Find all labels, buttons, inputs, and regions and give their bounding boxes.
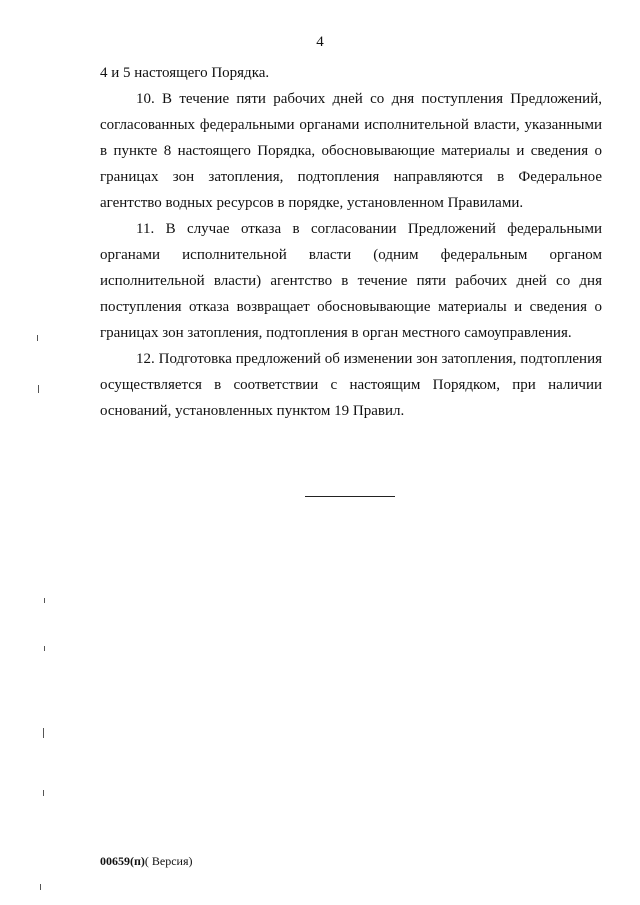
- lead-line: 4 и 5 настоящего Порядка.: [100, 65, 270, 81]
- paragraph-10: 10. В течение пяти рабочих дней со дня поступления Предложений, согласованных федеральными органами исполнительной власти, указанными в пункте 8 настоящего Порядка, обосновывающие материалы и сведения о границах зон затопления, подтопления направляются в Федеральное агентство водных ресурсов в порядке, установленном Правилами.: [100, 91, 602, 211]
- scan-speck: [44, 646, 45, 651]
- scan-speck: [40, 884, 41, 890]
- end-separator-line: [305, 496, 395, 497]
- scan-speck: [43, 790, 44, 796]
- scan-speck: [37, 335, 38, 341]
- scan-speck: [43, 728, 44, 738]
- page-number: 4: [316, 34, 324, 50]
- document-body: [100, 60, 602, 424]
- scan-speck: [44, 598, 45, 603]
- document-code: [100, 854, 193, 869]
- document-code-number: 00659(п): [100, 854, 145, 868]
- paragraph-12: 12. Подготовка предложений об изменении зон затопления, подтопления осуществляется в соответствии с настоящим Порядком, при наличии оснований, установленных пунктом 19 Правил.: [100, 351, 602, 419]
- scan-speck: [38, 385, 39, 393]
- paragraph-11: 11. В случае отказа в согласовании Предложений федеральными органами исполнительной власти (одним федеральным органом исполнительной власти) агентство в течение пяти рабочих дней со дня поступления отказа возвращает обосновывающие материалы и сведения о границах зон затопления, подтопления в орган местного самоуправления.: [100, 221, 602, 341]
- document-version: ( Версия): [144, 854, 193, 868]
